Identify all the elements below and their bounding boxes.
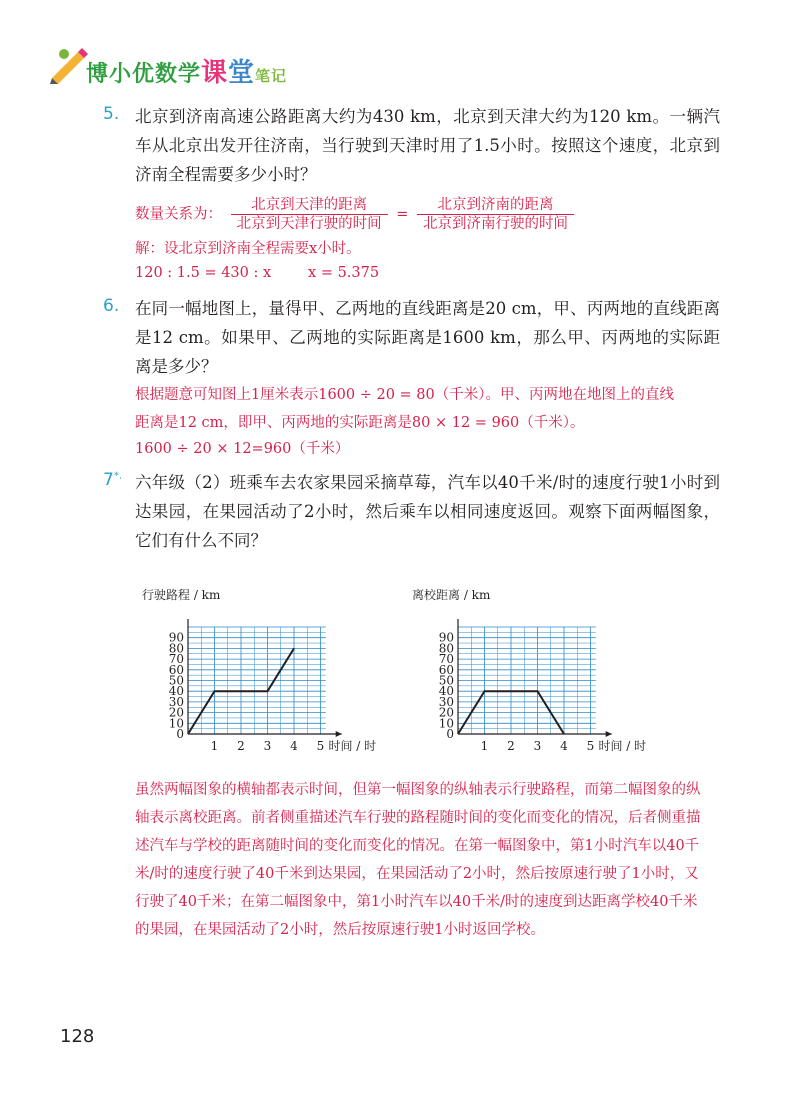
page-number: 128 [60,1026,95,1047]
chart-1-xlabel: 时间 / 时 [598,739,647,753]
problem-7-mark: *. [113,470,123,482]
chart-0-ytick: 70 [168,652,184,667]
chart-1-xtick: 5 [586,739,595,753]
problem-7-number [103,470,122,490]
fraction-1-numerator: 北京到天津的距离 [231,196,388,215]
problem-5-text: 北京到济南高速公路距离大约为430 km，北京到天津大约为120 km。一辆汽车从北京出发开往济南，当行驶到天津时用了1.5小时。按照这个速度，北京到济南全程需要多少小时？ [135,107,720,184]
equals-sign: = [396,206,409,223]
chart-1-ytick: 30 [438,694,454,709]
logo-text-tang: 堂 [228,58,256,88]
chart-1-xtick: 2 [507,739,515,753]
chart-0-xtick: 2 [237,739,245,753]
fraction-1 [231,196,388,233]
logo-text-ke: 课 [201,58,229,88]
header-logo [48,44,308,90]
chart-1-ytick: 40 [438,684,454,699]
chart-0-ytick: 20 [168,705,184,720]
chart-distance-from-school-svg [410,585,680,760]
chart-0-ytick: 30 [168,694,184,709]
chart-1-origin: 0 [446,727,454,741]
chart-1-ytick: 10 [438,716,454,731]
problem-5-solution-2: 120 : 1.5 = 430 : x x = 5.375 [135,265,380,281]
chart-0-ytick: 60 [168,662,184,677]
chart-1-xtick: 3 [533,739,542,753]
problem-6-number: 6. [103,296,120,316]
fraction-2 [417,196,574,233]
chart-1-ylabel: 离校距离 / km [412,588,491,602]
chart-0-ytick: 90 [168,630,184,645]
chart-1-ytick: 60 [438,662,454,677]
chart-1-ytick: 50 [438,673,454,688]
chart-0-x-arrow [336,731,342,737]
problem-5-solution-1: 解：设北京到济南全程需要x小时。 [135,241,361,257]
chart-0-xtick: 4 [290,739,298,753]
fraction-1-denominator: 北京到天津行驶的时间 [236,216,382,232]
problem-6-text: 在同一幅地图上，量得甲、乙两地的直线距离是20 cm，甲、丙两地的直线距离是12 cm。如果甲、乙两地的实际距离是1600 km，那么甲、丙两地的实际距离是多少？ [135,299,720,376]
chart-travel-distance [140,585,410,764]
chart-0-xlabel: 时间 / 时 [328,739,377,753]
problem-7-text: 六年级（2）班乘车去农家果园采摘草莓，汽车以40千米/时的速度行驶1小时到达果园，在果园活动了2小时，然后乘车以相同速度返回。观察下面两幅图象，它们有什么不同？ [135,473,720,550]
chart-0-xtick: 1 [210,739,219,753]
problem-7-answer: 虽然两幅图象的横轴都表示时间，但第一幅图象的纵轴表示行驶路程，而第二幅图象的纵轴表示离校距离。前者侧重描述汽车行驶的路程随时间的变化而变化的情况，后者侧重描述汽车与学校的距离随时间的变化而变化的情况。在第一幅图象中，第1小时汽车以40千米/时的速度行驶了40千米到达果园，在果园活动了2小时，然后按原速行驶了1小时，又行驶了40千米；在第二幅图象中，第1小时汽车以40千米/时的速度到达距离学校40千米的果园，在果园活动了2小时，然后按原速行驶1小时返回学校。 [135,782,701,938]
problem-7-digit: 7 [103,470,114,490]
problem-6-answer-3: 1600 ÷ 20 × 12=960（千米） [135,441,350,457]
relation-label: 数量关系为： [135,206,222,223]
chart-travel-distance-svg [140,585,410,760]
chart-1-x-arrow [606,731,612,737]
fraction-2-denominator: 北京到济南行驶的时间 [422,216,568,232]
fraction-2-numerator: 北京到济南的距离 [417,196,574,215]
chart-0-xtick: 5 [316,739,325,753]
chart-0-ytick: 80 [168,641,184,656]
problem-5-relation [135,196,578,233]
logo-text-biji: 笔记 [255,67,288,85]
chart-1-xtick: 1 [480,739,489,753]
problem-6-answer-2: 距离是12 cm，即甲、丙两地的实际距离是80 × 12 = 960（千米）。 [135,415,585,431]
chart-1-ytick: 90 [438,630,454,645]
chart-1-ytick: 80 [438,641,454,656]
chart-0-xtick: 3 [263,739,272,753]
chart-0-ytick: 50 [168,673,184,688]
chart-0-ylabel: 行驶路程 / km [142,588,221,602]
chart-0-origin: 0 [176,727,184,741]
chart-0-ytick: 40 [168,684,184,699]
problem-5-number: 5. [103,104,120,124]
chart-1-ytick: 20 [438,705,454,720]
problem-6-answer-1: 根据题意可知图上1厘米表示1600 ÷ 20 = 80（千米）。甲、丙两地在地图上的直线 [135,387,675,403]
chart-1-ytick: 70 [438,652,454,667]
logo-text-brand: 博小优数学 [86,62,202,87]
chart-1-xtick: 4 [560,739,568,753]
chart-distance-from-school [410,585,680,764]
chart-0-ytick: 10 [168,716,184,731]
